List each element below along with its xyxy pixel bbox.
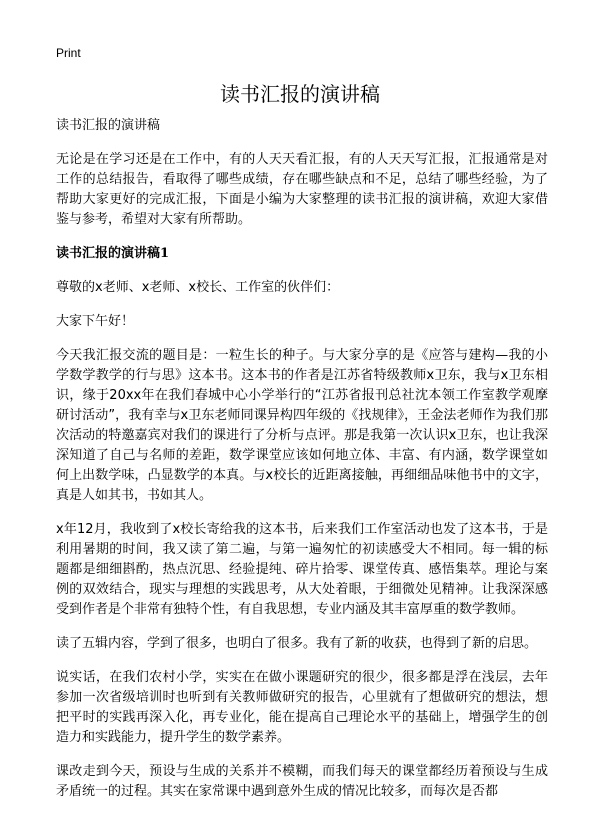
intro-paragraph: 无论是在学习还是在工作中，有的人天天看汇报，有的人天天写汇报，汇报通常是对工作的总结报告，看取得了哪些成绩，存在哪些缺点和不足，总结了哪些经验，为了帮助大家更好的完成汇报，下面是小编为大家整理的读书汇报的演讲稿，欢迎大家借鉴与参考，希望对大家有所帮助。 [56,152,548,227]
document-subtitle: 读书汇报的演讲稿 [56,118,161,133]
document-body [56,116,548,816]
body-paragraph: 今天我汇报交流的题目是：一粒生长的种子。与大家分享的是《应答与建构—我的小学数学教学的行与思》这本书。这本书的作者是江苏省特级教师x卫东，我与x卫东相识，缘于20xx年在我们春城中心小学举行的“江苏省报刊总社沈本领工作室教学观摩研讨活动”，我有幸与x卫东老师同课异构四年级的《找规律》，王金法老师作为我们那次活动的特邀嘉宾对我们的课进行了分析与点评。那是我第一次认识x卫东，也让我深深知道了自己与名师的差距，数学课堂应该如何地立体、丰富、有内涵，数学课堂如何上出数学味，凸显数学的本真。与x校长的近距离接触，再细细品味他书中的文字，真是人如其书，书如其人。 [56,348,548,503]
salutation: 尊敬的x老师、x老师、x校长、工作室的伙伴们： [56,280,340,295]
body-paragraph: 读了五辑内容，学到了很多，也明白了很多。我有了新的收获，也得到了新的启思。 [56,636,538,651]
section-heading: 读书汇报的演讲稿1 [56,246,170,261]
print-label[interactable]: Print [56,46,81,60]
body-paragraph: 说实话，在我们农村小学，实实在在做小课题研究的很少，很多都是浮在浅层，去年参加一次省级培训时也听到有关教师做研究的报告，心里就有了想做研究的想法，想把平时的实践再深入化，再专业化，能在提高自己理论水平的基础上，增强学生的创造力和实践能力，提升学生的数学素养。 [56,670,548,745]
body-paragraph: 课改走到今天，预设与生成的关系并不模糊，而我们每天的课堂都经历着预设与生成矛盾统一的过程。其实在家常课中遇到意外生成的情况比较多，而每次是否都 [56,764,548,799]
body-paragraph: x年12月，我收到了x校长寄给我的这本书，后来我们工作室活动也发了这本书，于是利用暑期的时间，我又读了第二遍，与第一遍匆忙的初读感受大不相同。每一辑的标题都是细细斟酌，热点沉思、经验提纯、碎片拾零、课堂传真、感悟集萃。理论与案例的双效结合，现实与理想的实践思考，从大处着眼，于细微处见精神。让我深深感受到作者是个非常有独特个性，有自我思想，专业内涵及其丰富厚重的数学教师。 [56,522,548,617]
document-title: 读书汇报的演讲稿 [220,82,380,106]
greeting: 大家下午好！ [56,314,135,329]
